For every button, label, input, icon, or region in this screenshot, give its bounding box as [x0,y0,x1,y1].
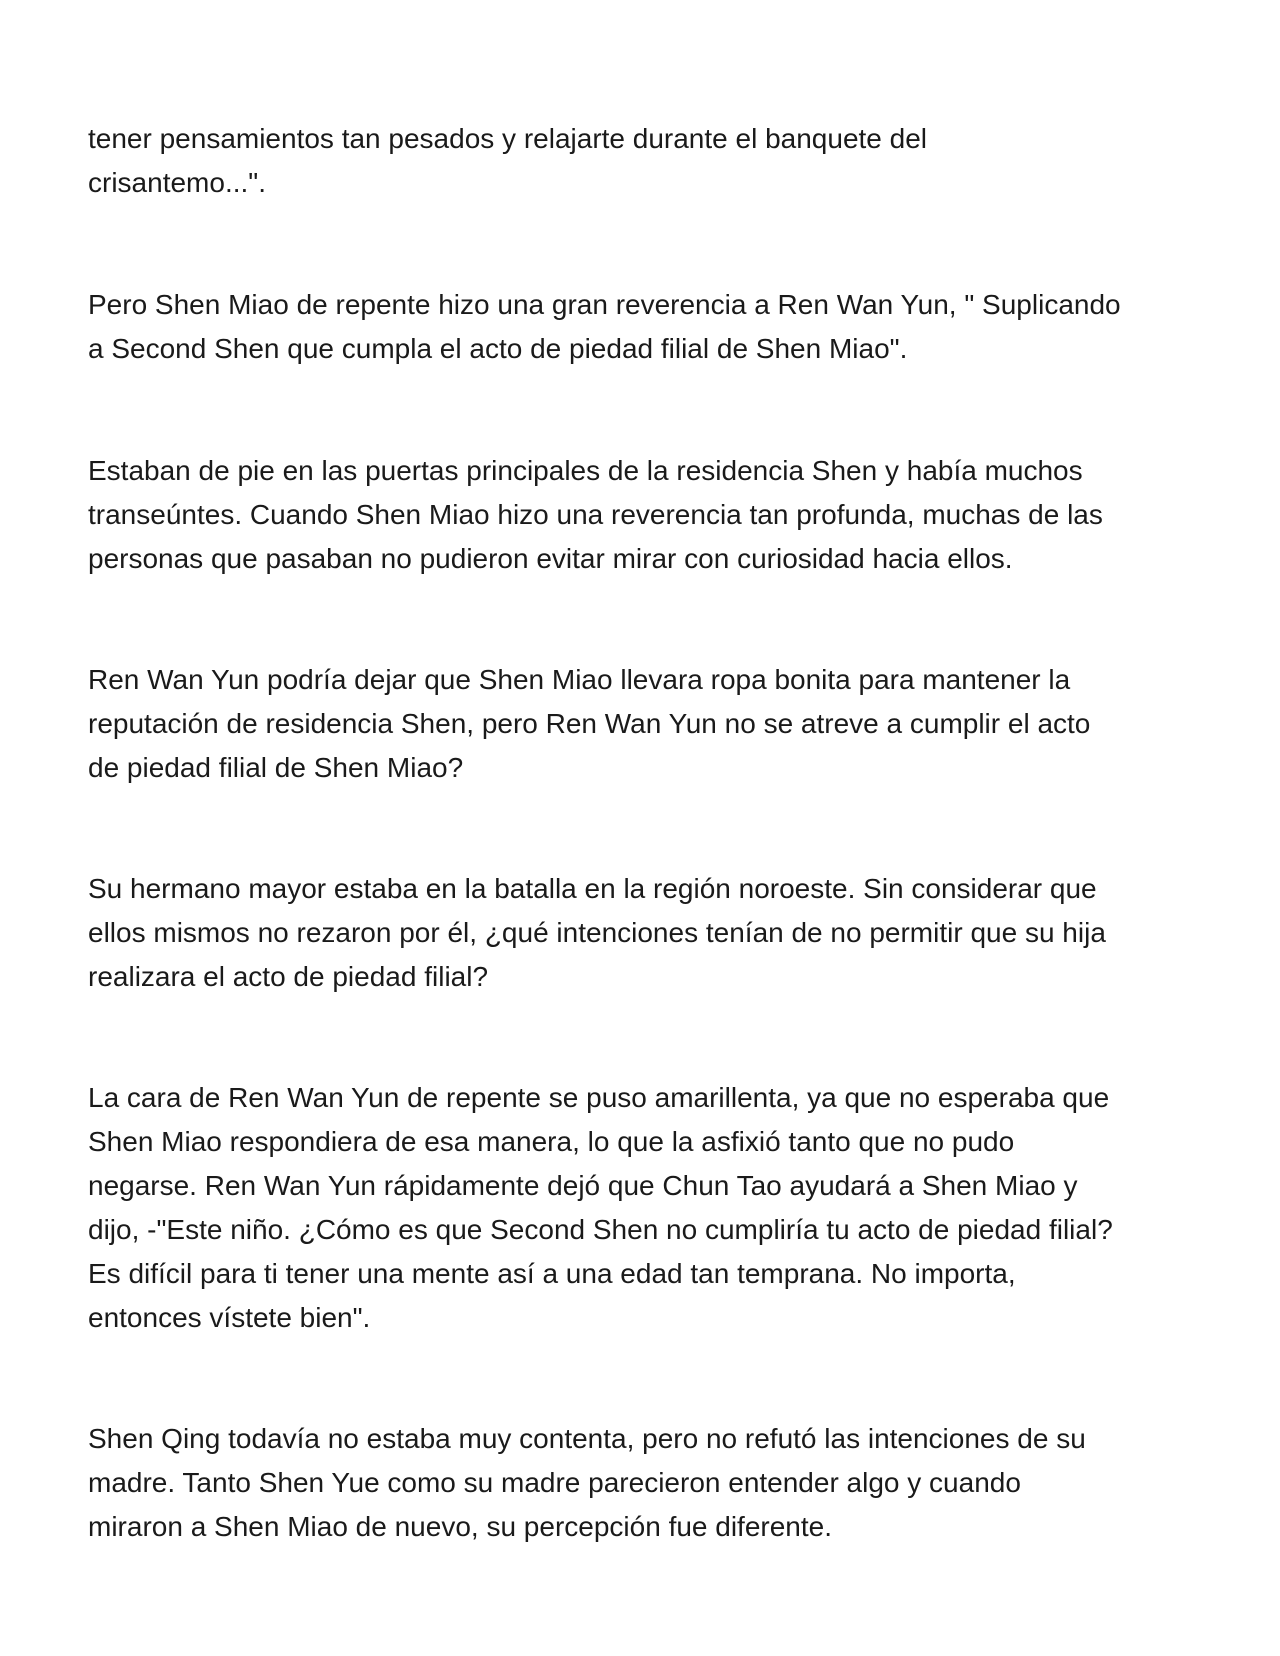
paragraph-3: Estaban de pie en las puertas principales de la residencia Shen y había muchos transeúntes. Cuando Shen Miao hizo una reverencia tan profunda, muchas de las personas que pasaban no pudieron evitar mirar con curiosidad hacia ellos. [88,455,1103,574]
paragraph-6: La cara de Ren Wan Yun de repente se puso amarillenta, ya que no esperaba que Shen Miao respondiera de esa manera, lo que la asfixió tanto que no pudo negarse. Ren Wan Yun rápidamente dejó que Chun Tao ayudará a Shen Miao y dijo, -"Este niño. ¿Cómo es que Second Shen no cumpliría tu acto de piedad filial? Es difícil para ti tener una mente así a una edad tan temprana. No importa, entonces vístete bien". [88,1082,1113,1333]
paragraph-7: Shen Qing todavía no estaba muy contenta, pero no refutó las intenciones de su madre. Tanto Shen Yue como su madre parecieron entender algo y cuando miraron a Shen Miao de nuevo, su percepción fue diferente. [88,1423,1086,1542]
paragraph-2: Pero Shen Miao de repente hizo una gran reverencia a Ren Wan Yun, " Suplicando a Second Shen que cumpla el acto de piedad filial de Shen Miao". [88,289,1121,364]
paragraph-1: tener pensamientos tan pesados y relajarte durante el banquete del crisantemo...". [88,123,928,198]
paragraph-5: Su hermano mayor estaba en la batalla en la región noroeste. Sin considerar que ellos mismos no rezaron por él, ¿qué intenciones tenían de no permitir que su hija realizara el acto de piedad filial? [88,873,1106,992]
paragraph-4: Ren Wan Yun podría dejar que Shen Miao llevara ropa bonita para mantener la reputación de residencia Shen, pero Ren Wan Yun no se atreve a cumplir el acto de piedad filial de Shen Miao? [88,664,1091,783]
